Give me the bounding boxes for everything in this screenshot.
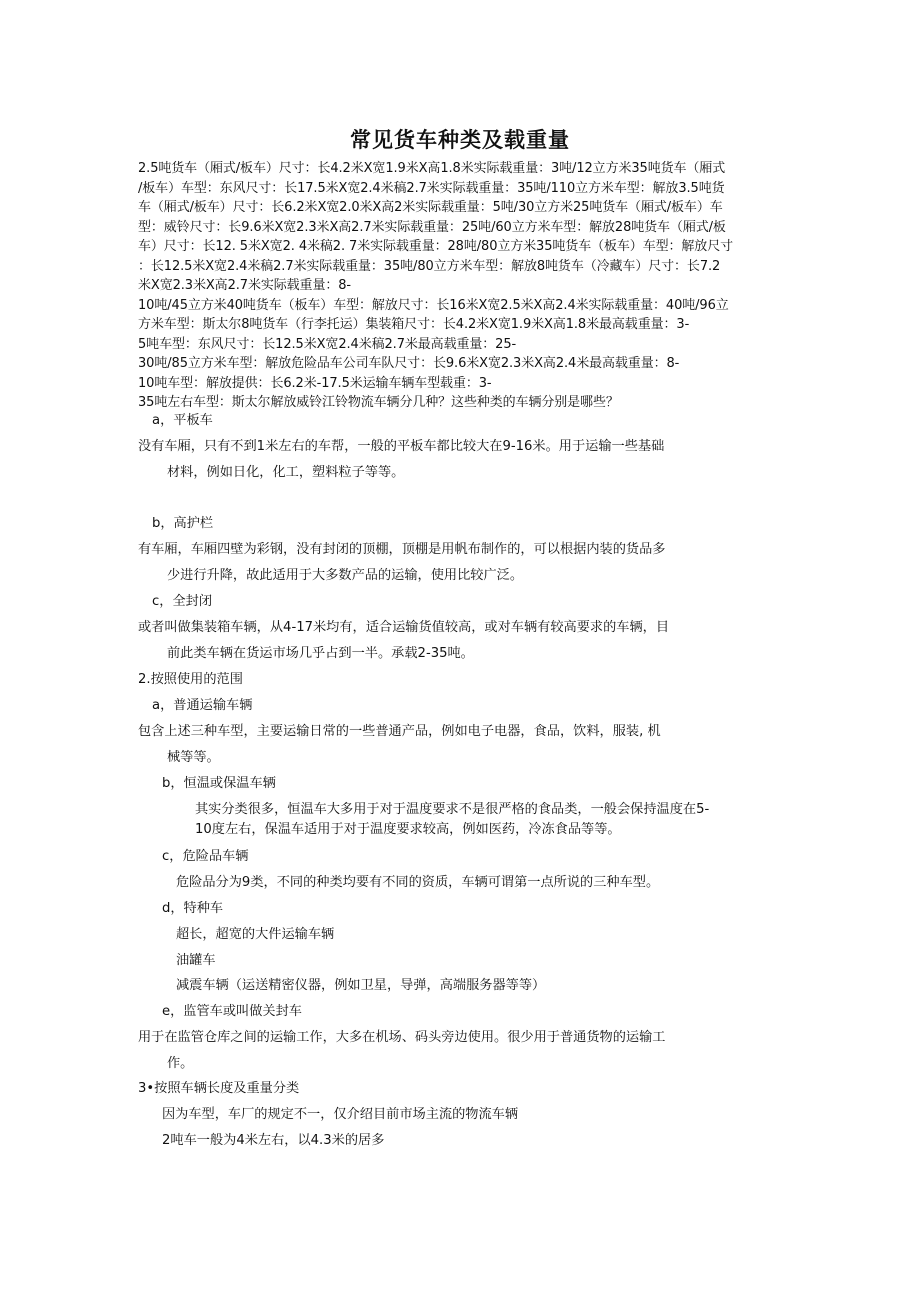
section-heading-length: 3•按照车辆长度及重量分类 bbox=[138, 1081, 300, 1096]
intro-line: 30吨/85立方米车型：解放危险品车公司车队尺寸：长9.6米X宽2.3米X高2.4米最高载重量：8- bbox=[138, 356, 680, 371]
paragraph-line: 包含上述三种车型，主要运输日常的一些普通产品，例如电子电器，食品，饮料，服装, 机 bbox=[138, 724, 661, 739]
intro-line: 车（厢式/板车）尺寸：长6.2米X宽2.0米X高2米实际载重量：5吨/30立方米25吨货车（厢式/板车）车 bbox=[138, 200, 723, 215]
paragraph-line: 因为车型，车厂的规定不一，仅介绍目前市场主流的物流车辆 bbox=[162, 1107, 519, 1122]
paragraph-line: 材料，例如日化，化工，塑料粒子等等。 bbox=[167, 465, 405, 480]
paragraph-line: 用于在监管仓库之间的运输工作，大多在机场、码头旁边使用。很少用于普通货物的运输工 bbox=[138, 1030, 666, 1045]
intro-line: 米X宽2.3米X高2.7米实际载重量：8- bbox=[138, 278, 352, 293]
list-item: 减震车辆（运送精密仪器，例如卫星，导弹，高端服务器等等） bbox=[176, 978, 546, 993]
paragraph-line: 2吨车一般为4米左右，以4.3米的居多 bbox=[162, 1133, 385, 1148]
subheading-temperature: b，恒温或保温车辆 bbox=[162, 776, 276, 791]
subheading-hazardous: c，危险品车辆 bbox=[162, 849, 249, 864]
paragraph-line: 或者叫做集装箱车辆，从4-17米均有，适合运输货值较高，或对车辆有较高要求的车辆，目 bbox=[138, 620, 670, 635]
intro-line: 5吨车型：东风尺寸：长12.5米X宽2.4米稿2.7米最高载重量：25- bbox=[138, 336, 517, 352]
intro-paragraph bbox=[138, 159, 788, 413]
subheading-high-rail: b，高护栏 bbox=[152, 516, 214, 531]
paragraph-line: 10度左右，保温车适用于对于温度要求较高，例如医药，冷冻食品等等。 bbox=[195, 822, 621, 837]
list-item: 油罐车 bbox=[176, 953, 216, 968]
subheading-general: a，普通运输车辆 bbox=[152, 698, 253, 713]
paragraph-line: 其实分类很多，恒温车大多用于对于温度要求不是很严格的食品类，一般会保持温度在5- bbox=[195, 802, 710, 817]
section-heading-usage: 2.按照使用的范围 bbox=[138, 672, 243, 687]
paragraph-line: 少进行升降，故此适用于大多数产品的运输，使用比较广泛。 bbox=[167, 568, 524, 583]
subheading-customs: e，监管车或叫做关封车 bbox=[162, 1004, 302, 1019]
intro-line: ：长12.5米X宽2.4米稿2.7米实际载重量：35吨/80立方米车型：解放8吨货车（冷藏车）尺寸：长7.2 bbox=[138, 258, 721, 274]
intro-line: 10吨/45立方米40吨货车（板车）车型：解放尺寸：长16米X宽2.5米X高2.4米实际载重量：40吨/96立 bbox=[138, 297, 729, 313]
intro-line: 车）尺寸：长12. 5米X宽2. 4米稿2. 7米实际载重量：28吨/80立方米35吨货车（板车）车型：解放尺寸 bbox=[138, 239, 734, 254]
intro-line: /板车）车型：东风尺寸：长17.5米X宽2.4米稿2.7米实际载重量：35吨/110立方米车型：解放3.5吨货 bbox=[138, 180, 725, 196]
paragraph-line: 前此类车辆在货运市场几乎占到一半。承载2-35吨。 bbox=[167, 646, 474, 661]
intro-line: 型：威铃尺寸：长9.6米X宽2.3米X高2.7米实际载重量：25吨/60立方米车型：解放28吨货车（厢式/板 bbox=[138, 219, 726, 235]
subheading-enclosed: c，全封闭 bbox=[152, 594, 213, 609]
subheading-flatbed: a，平板车 bbox=[152, 413, 213, 428]
paragraph-line: 危险品分为9类，不同的种类均要有不同的资质，车辆可谓第一点所说的三种车型。 bbox=[176, 875, 660, 890]
intro-line: 35吨左右车型：斯太尔解放威铃江铃物流车辆分几种？这些种类的车辆分别是哪些？ bbox=[138, 395, 619, 410]
subheading-special: d，特种车 bbox=[162, 901, 224, 916]
list-item: 超长，超宽的大件运输车辆 bbox=[176, 927, 335, 942]
paragraph-line: 作。 bbox=[167, 1056, 194, 1071]
document-title: 常见货车种类及载重量 bbox=[350, 128, 570, 152]
intro-line: 10吨车型：解放提供：长6.2米-17.5米运输车辆车型载重：3- bbox=[138, 375, 492, 391]
intro-line: 2.5吨货车（厢式/板车）尺寸：长4.2米X宽1.9米X高1.8米实际载重量：3吨/12立方米35吨货车（厢式 bbox=[138, 161, 726, 176]
paragraph-line: 械等等。 bbox=[167, 750, 220, 765]
intro-line: 方米车型：斯太尔8吨货车（行李托运）集装箱尺寸：长4.2米X宽1.9米X高1.8米最高载重量：3- bbox=[138, 317, 690, 332]
paragraph-line: 没有车厢，只有不到1米左右的车帮，一般的平板车都比较大在9-16米。用于运输一些基础 bbox=[138, 439, 665, 454]
paragraph-line: 有车厢，车厢四壁为彩钢，没有封闭的顶棚，顶棚是用帆布制作的，可以根据内装的货品多 bbox=[138, 542, 666, 557]
